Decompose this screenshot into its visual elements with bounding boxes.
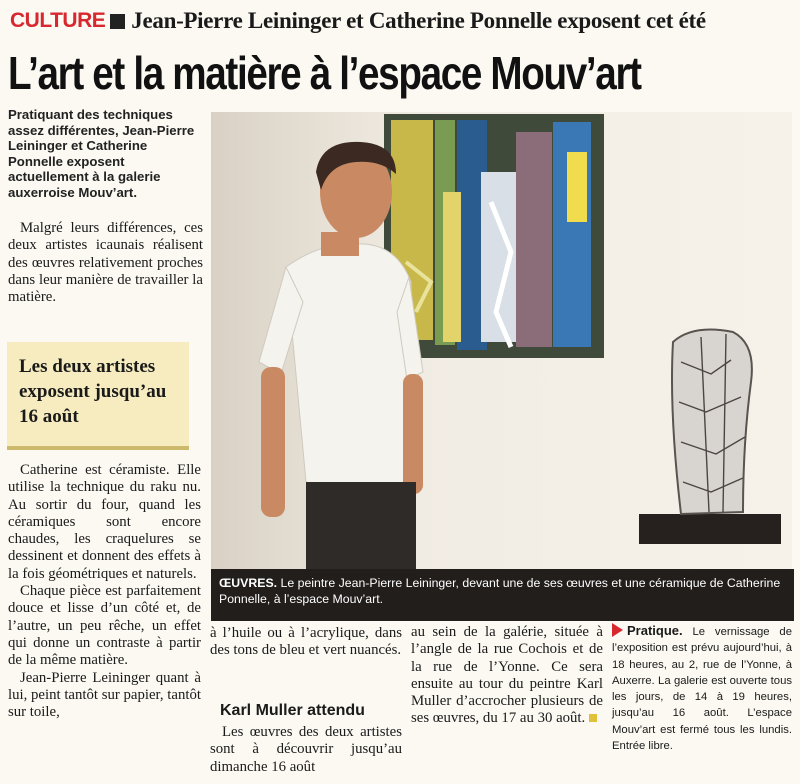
practical-info-box (612, 623, 792, 754)
caption-text: Le peintre Jean-Pierre Leininger, devant une de ses œuvres et une céramique de Catherine Ponnelle, à l’espace Mouv’art. (219, 576, 781, 606)
paragraph-text-content: au sein de la galérie, située à l’angle de la rue Cochois et de la rue de l’Yonne. Ce sera ensuite au tour du peintre Karl Muller d’accrocher plusieurs de ses œuvres, du 17 au 30 août. (411, 624, 603, 727)
article-column-2 (210, 625, 402, 660)
caption-label: ŒUVRES. (219, 576, 278, 590)
photo-caption (211, 569, 794, 621)
article-kicker (10, 6, 706, 36)
article-column-3 (411, 624, 603, 728)
article-photo (211, 112, 792, 569)
practical-label: Pratique. (627, 623, 683, 638)
pull-quote-text: Les deux artistes exposent jusqu’au 16 août (19, 356, 167, 427)
photo-illustration (211, 112, 792, 569)
paragraph-text: Malgré leurs différences, ces deux artistes icaunais réalisent des œuvres relativement proches dans leur manière de travailler la matière. (8, 220, 203, 306)
practical-text: Le vernissage de l’exposition est prévu aujourd’hui, à 18 heures, au 2, rue de l’Yonne, à Auxerre. La galerie est ouverte tous les jours, de 14 à 19 heures, jusqu’au 16 août. L’espace Mouv’art est fermé tous les lundis. Entrée libre. (612, 626, 792, 753)
square-bullet-icon (110, 14, 125, 29)
paragraph-text: Jean-Pierre Leininger quant à lui, peint tantôt sur papier, tantôt sur toile, (8, 669, 201, 721)
article-column-2-continued (210, 724, 402, 776)
rubric-label: CULTURE (10, 9, 106, 32)
paragraph-text: Les œuvres des deux artistes sont à découvrir jusqu’au dimanche 16 août (210, 724, 402, 775)
paragraph-text: à l’huile ou à l’acrylique, dans des tons de bleu et vert nuancés. (210, 625, 402, 659)
article-paragraph (8, 220, 203, 306)
arrow-right-icon (612, 623, 623, 637)
article-column-1 (8, 462, 201, 721)
paragraph-text: Catherine est céramiste. Elle utilise la technique du raku nu. Au sortir du four, quand les céramiques sont encore chaudes, les craquelures se dessinent et donnent des effets à la fois géométriques et naturels. (8, 462, 201, 582)
article-headline: L’art et la matière à l’espace Mouv’art (8, 47, 641, 99)
paragraph-text (411, 624, 603, 728)
article-intro: Pratiquant des techniques assez différentes, Jean-Pierre Leininger et Catherine Ponnelle exposent actuellement à la galerie auxerroise Mouv’art. (8, 107, 195, 200)
article-subtitle: Jean-Pierre Leininger et Catherine Ponnelle exposent cet été (131, 8, 706, 33)
end-mark-icon (589, 714, 597, 722)
paragraph-text: Chaque pièce est parfaitement douce et lisse d’un côté et, de l’autre, un peu rêche, un effet qui donne un contraste à partir de la même matière. (8, 583, 201, 669)
painting (384, 114, 604, 358)
section-subheading: Karl Muller attendu (220, 702, 365, 719)
pull-quote (7, 342, 189, 450)
